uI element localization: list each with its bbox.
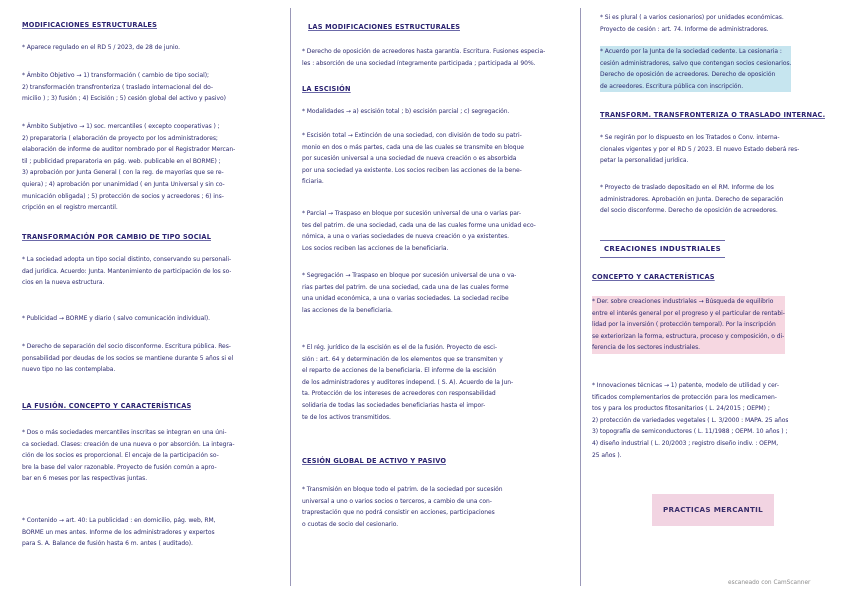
- paragraph-segregacion: * Segregación → Traspaso en bloque por sucesión universal de una o va- rias partes del patrim. de una sociedad, cada una de las cuales forme una unidad económica, a una o varias sociedades. La sociedad recibe las acciones de la beneficiaria.: [302, 272, 517, 314]
- paragraph-oposicion-acreedores: * Derecho de oposición de acreedores hasta garantía. Escritura. Fusiones especia- les : absorción de una sociedad íntegramente participada ; participada al 90%.: [302, 48, 546, 67]
- paragraph-acuerdo-junta: * Acuerdo por la Junta de la sociedad cedente. La cesionaria : cesión administradores, salvo que contengan socios cesionarios. Derecho de oposición de acreedores. Derecho de oposición de acreedores. Escritura pública con inscripción.: [600, 46, 791, 92]
- title-creaciones-industriales: CREACIONES INDUSTRIALES: [600, 240, 725, 258]
- heading-cesion-global: CESIÓN GLOBAL DE ACTIVO Y PASIVO: [302, 457, 447, 465]
- paragraph-creaciones-industriales: * Der. sobre creaciones industriales → Búsqueda de equilibrio entre el interés general por el progreso y el particular de rentabi- lidad por la inversión ( protección temporal). Por la inscripción se exteriorizan la forma, estructura, proceso y composición, o di- ferencia de los sectores industriales.: [592, 296, 785, 354]
- heading-modificaciones-estructurales: MODIFICACIONES ESTRUCTURALES: [22, 21, 158, 29]
- paragraph-fusion: * Dos o más sociedades mercantiles inscritas se integran en una úni- ca sociedad. Clases: creación de una nueva o por absorción. La integra- ción de los socios es proporcional. El encaje de la participación so- bre la base del valor razonable. Proyecto de fusión común a apro- bar en 6 meses por las respectivas juntas.: [22, 429, 235, 483]
- paragraph-transmision-bloque: * Transmisión en bloque todo el patrim. de la sociedad por sucesión universal a uno o varios socios o terceros, a cambio de una con- traprestación que no podrá consistir en acciones, participaciones o cuotas de socio del cesionario.: [302, 486, 503, 528]
- heading-las-modificaciones: LAS MODIFICACIONES ESTRUCTURALES: [308, 23, 461, 31]
- paragraph-modalidades: * Modalidades → a) escisión total ; b) escisión parcial ; c) segregación.: [302, 108, 510, 115]
- paragraph-transformacion: * La sociedad adopta un tipo social distinto, conservando su personali- dad jurídica. Acuerdo: Junta. Mantenimiento de participación de los so- cios en la nueva estructura.: [22, 256, 232, 287]
- paragraph-escision-total: * Escisión total → Extinción de una sociedad, con división de todo su patri- monio en dos o más partes, cada una de las cuales se transmite en bloque por sucesión universal a una sociedad de nueva creación o es absorbida por una sociedad ya existente. Los socios reciben las acciones de la bene- ficiaria.: [302, 132, 524, 186]
- paragraph-ambito-subjetivo: * Ámbito Subjetivo → 1) soc. mercantiles ( excepto cooperativas ) ; 2) preparatoria ( elaboración de proyecto por los administradores; elaboración de informe de auditor nombrado por el Registrador Mercan- til ; publicidad preparatoria en pág. web. publicable en el BORME) ; 3) aprobación por Junta General ( con la reg. de mayorías que se re- quiera) ; 4) aprobación por unanimidad ( en Junta Universal y sin co- municación obligada) ; 5) protección de socios y acreedores ; 6) ins- cripción en el registro mercantil.: [22, 123, 236, 212]
- column-divider: [290, 8, 291, 586]
- paragraph-tratados: * Se regirán por lo dispuesto en los Tratados o Conv. interna- cionales vigentes y por el RD 5 / 2023. El nuevo Estado deberá res- petar la personalidad jurídica.: [600, 134, 800, 165]
- paragraph-regimen-juridico: * El rég. jurídico de la escisión es el de la fusión. Proyecto de esci- sión : art. 64 y determinación de los elementos que se transmiten y el reparto de acciones de la beneficiaria. El informe de la escisión de los administradores y auditores independ. ( S. A). Acuerdo de la Jun- ta. Protección de los intereses de acreedores con responsabilidad solidaria de todas las sociedades beneficiarias hasta el impor- te de los activos transmitidos.: [302, 344, 514, 421]
- paragraph-si-es-plural: * Si es plural ( a varios cesionarios) por unidades económicas. Proyecto de cesión : art. 74. Informe de administradores.: [600, 14, 784, 33]
- paragraph-derecho-separacion: * Derecho de separación del socio disconforme. Escritura pública. Res- ponsabilidad por deudas de los socios se mantiene durante 5 años si el nuevo tipo no las contemplaba.: [22, 343, 234, 374]
- paragraph-parcial: * Parcial → Traspaso en bloque por sucesión universal de una o varias par- tes del patrim. de una sociedad, cada una de las cuales forme una unidad eco- nómica, a una o varias sociedades de nueva creación o ya existentes. Los socios reciben las acciones de la beneficiaria.: [302, 210, 536, 252]
- scanner-watermark: escaneado con CamScanner: [728, 580, 811, 586]
- paragraph-contenido: * Contenido → art. 40: La publicidad : en domicilio, pág. web, RM, BORME un mes antes. Informe de los administradores y expertos para S. A. Balance de fusión hasta 6 m. antes ( auditado).: [22, 517, 216, 548]
- paragraph-publicidad: * Publicidad → BORME y diario ( salvo comunicación individual).: [22, 315, 211, 322]
- heading-transformacion: TRANSFORMACIÓN POR CAMBIO DE TIPO SOCIAL: [22, 233, 212, 241]
- heading-fusion: LA FUSIÓN. CONCEPTO Y CARACTERÍSTICAS: [22, 402, 192, 410]
- paragraph-ambito-objetivo: * Ámbito Objetivo → 1) transformación ( cambio de tipo social); 2) transformación transfronteriza ( traslado internacional del do- micilio ) ; 3) fusión ; 4) Escisión ; 5) cesión global del activo y pasivo): [22, 72, 226, 103]
- heading-escision: LA ESCISIÓN: [302, 85, 351, 93]
- paragraph-proyecto-traslado: * Proyecto de traslado depositado en el RM. Informe de los administradores. Aprobación en Junta. Derecho de separación del socio disconforme. Derecho de oposición de acreedores.: [600, 184, 784, 215]
- paragraph-innovaciones-tecnicas: * Innovaciones técnicas → 1) patente, modelo de utilidad y cer- tificados complementarios de protección para los medicamen- tos y para los productos fitosanitarios ( L. 24/2015 ; OEPM) ; 2) protección de variedades vegetales ( L. 3/2000 : MAPA. 25 años 3) topografía de semiconductores ( L. 11/1988 ; OEPM. 10 años ) ; 4) diseño industrial ( L. 20/2003 ; registro diseño indiv. : OEPM, 25 años ).: [592, 382, 789, 459]
- heading-transfronteriza: TRANSFORM. TRANSFRONTERIZA O TRASLADO INTERNAC.: [600, 111, 826, 119]
- practicas-mercantil-label: PRACTICAS MERCANTIL: [652, 494, 774, 526]
- heading-concepto-caracteristicas: CONCEPTO Y CARACTERÍSTICAS: [592, 273, 715, 281]
- column-divider: [580, 8, 581, 586]
- paragraph-regulacion: * Aparece regulado en el RD 5 / 2023, de 28 de junio.: [22, 44, 181, 51]
